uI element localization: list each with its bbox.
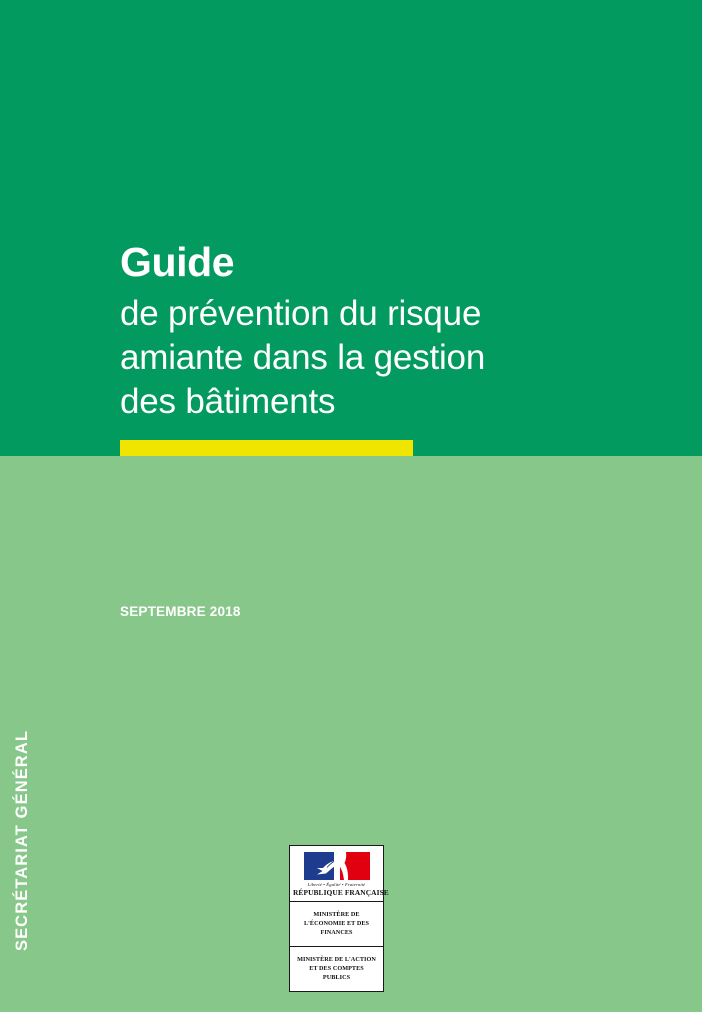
publication-date: SEPTEMBRE 2018	[120, 604, 241, 619]
title-block	[120, 238, 580, 424]
page-title: Guide	[120, 239, 235, 285]
ministry-action-cell	[290, 946, 383, 991]
ministry-economie-text: MINISTÈRE DE L'ÉCONOMIE ET DES FINANCES	[303, 911, 370, 936]
page-subtitle	[120, 292, 580, 424]
republique-francaise-text: RÉPUBLIQUE FRANÇAISE	[293, 888, 389, 897]
devise-text: Liberté • Égalité • Fraternité	[307, 882, 366, 887]
side-label	[0, 715, 46, 965]
ministry-economie-cell	[290, 901, 383, 946]
subtitle-line-3: des bâtiments	[120, 382, 336, 421]
subtitle-line-1: de prévention du risque	[120, 294, 482, 333]
republique-francaise-cell	[290, 846, 389, 901]
ministry-action-text: MINISTÈRE DE L'ACTION ET DES COMPTES PUBLICS	[297, 956, 376, 981]
french-flag-marianne-icon	[304, 852, 370, 880]
subtitle-line-2: amiante dans la gestion	[120, 338, 486, 377]
yellow-accent-rule	[120, 440, 413, 456]
government-logo-block	[289, 845, 389, 992]
side-label-text: SECRÉTARIAT GÉNÉRAL	[13, 729, 32, 951]
